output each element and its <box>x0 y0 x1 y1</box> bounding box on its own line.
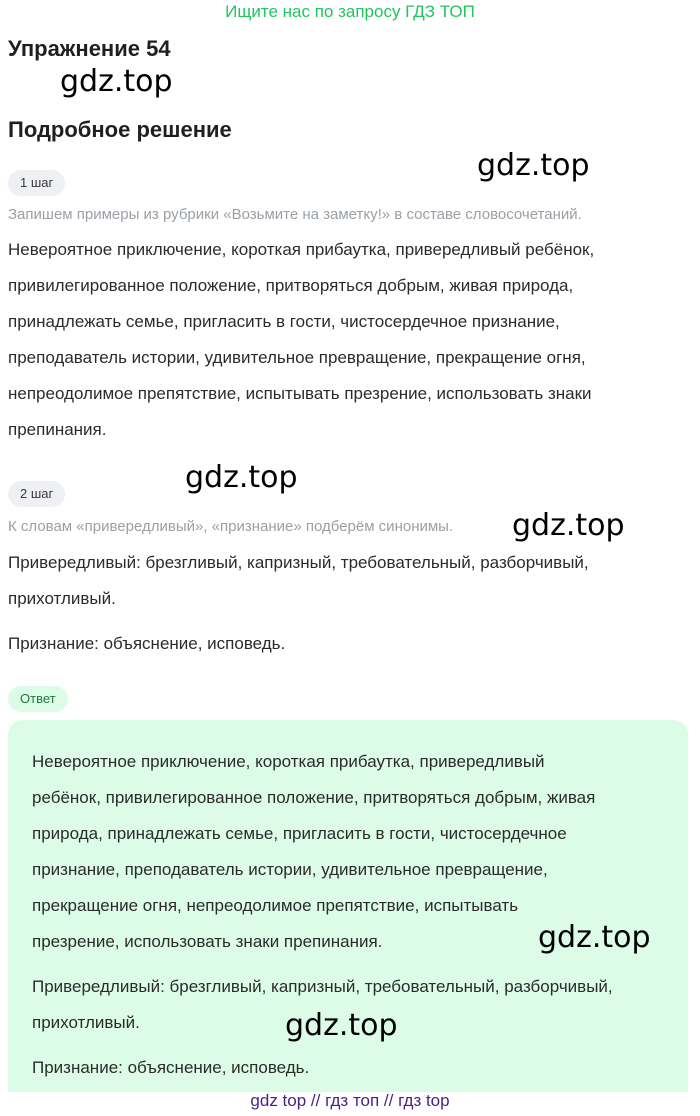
watermark: gdz.top <box>512 508 625 543</box>
answer-synonyms-2: Признание: объяснение, исповедь. <box>32 1058 310 1077</box>
step-1-note: Запишем примеры из рубрики «Возьмите на заметку!» в составе словосочетаний. <box>8 206 582 223</box>
text-line: Невероятное приключение, короткая прибаутка, привередливый ребёнок, <box>8 240 595 259</box>
step-1-text <box>8 232 678 448</box>
step-2-text <box>8 545 678 617</box>
answer-badge: Ответ <box>8 686 68 712</box>
text-line: прихотливый. <box>8 589 116 608</box>
text-line: принадлежать семье, пригласить в гости, чистосердечное признание, <box>8 312 560 331</box>
text-line: Привередливый: брезгливый, капризный, требовательный, разборчивый, <box>32 977 613 996</box>
text-line: Привередливый: брезгливый, капризный, требовательный, разборчивый, <box>8 553 589 572</box>
text-line: презрение, использовать знаки препинания. <box>32 932 383 951</box>
footer-links[interactable]: gdz top // гдз топ // гдз top <box>250 1091 450 1110</box>
solution-heading: Подробное решение <box>8 117 232 142</box>
watermark: gdz.top <box>185 460 298 495</box>
exercise-title: Упражнение 54 <box>8 36 171 61</box>
step-1-badge: 1 шаг <box>8 170 65 196</box>
top-banner: Ищите нас по запросу ГДЗ ТОП <box>225 2 475 21</box>
text-line: Невероятное приключение, короткая прибаутка, привередливый <box>32 752 545 771</box>
step-2-badge: 2 шаг <box>8 481 65 507</box>
text-line: препинания. <box>8 420 107 439</box>
step-2-note: К словам «привередливый», «признание» подберём синонимы. <box>8 518 454 535</box>
step-2-text-2: Признание: объяснение, исповедь. <box>8 634 286 653</box>
watermark: gdz.top <box>60 64 173 99</box>
answer-box <box>8 720 688 1092</box>
text-line: ребёнок, привилегированное положение, притворяться добрым, живая <box>32 788 596 807</box>
text-line: непреодолимое препятствие, испытывать презрение, использовать знаки <box>8 384 592 403</box>
text-line: привилегированное положение, притворяться добрым, живая природа, <box>8 276 574 295</box>
text-line: прекращение огня, непреодолимое препятствие, испытывать <box>32 896 519 915</box>
text-line: преподаватель истории, удивительное превращение, прекращение огня, <box>8 348 586 367</box>
watermark: gdz.top <box>477 148 590 183</box>
text-line: признание, преподаватель истории, удивительное превращение, <box>32 860 548 879</box>
watermark: gdz.top <box>285 1008 398 1043</box>
watermark: gdz.top <box>538 920 651 955</box>
text-line: прихотливый. <box>32 1013 140 1032</box>
text-line: природа, принадлежать семье, пригласить в гости, чистосердечное <box>32 824 567 843</box>
